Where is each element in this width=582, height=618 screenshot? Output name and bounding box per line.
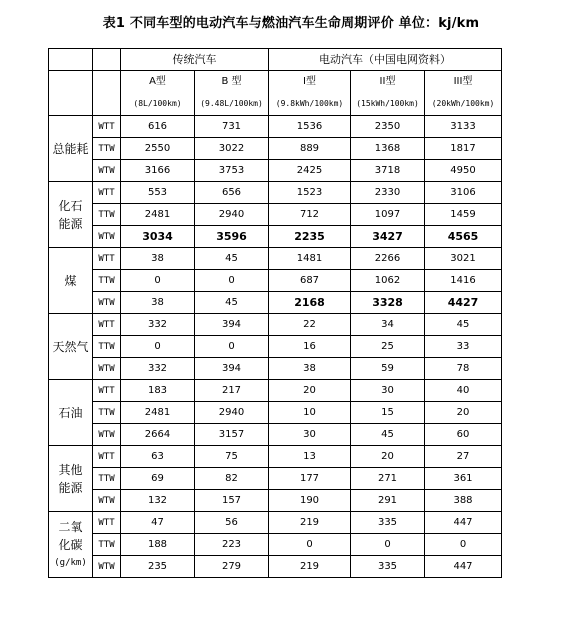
value-cell: 223	[195, 534, 269, 556]
value-cell: 2266	[351, 248, 425, 270]
value-cell: 2235	[269, 226, 351, 248]
value-cell: 279	[195, 556, 269, 578]
value-cell: 889	[269, 138, 351, 160]
value-cell: 335	[351, 512, 425, 534]
value-cell: 332	[121, 358, 195, 380]
stage-label: WTW	[93, 490, 121, 512]
stage-label: TTW	[93, 336, 121, 358]
table-row	[49, 402, 502, 424]
value-cell: 3166	[121, 160, 195, 182]
stage-label: TTW	[93, 534, 121, 556]
model-name: II型	[379, 76, 396, 87]
table-row	[49, 248, 502, 270]
value-cell: 2940	[195, 204, 269, 226]
group-electric: 电动汽车（中国电网资料）	[269, 49, 502, 71]
corner-cell	[93, 49, 121, 71]
table-row	[49, 160, 502, 182]
corner-cell	[93, 71, 121, 116]
value-cell: 60	[425, 424, 502, 446]
model-name: B 型	[221, 76, 242, 87]
table-row	[49, 534, 502, 556]
value-cell: 45	[195, 248, 269, 270]
value-cell: 38	[269, 358, 351, 380]
stage-label: WTW	[93, 424, 121, 446]
value-cell: 447	[425, 512, 502, 534]
category-label-line: 天然气	[52, 339, 89, 354]
value-cell: 82	[195, 468, 269, 490]
value-cell: 656	[195, 182, 269, 204]
table-row	[49, 226, 502, 248]
model-spec: (15kWh/100km)	[356, 99, 419, 108]
value-cell: 553	[121, 182, 195, 204]
value-cell: 47	[121, 512, 195, 534]
value-cell: 45	[351, 424, 425, 446]
value-cell: 75	[195, 446, 269, 468]
value-cell: 1368	[351, 138, 425, 160]
table-row	[49, 556, 502, 578]
value-cell: 3427	[351, 226, 425, 248]
value-cell: 4427	[425, 292, 502, 314]
corner-cell	[49, 49, 93, 71]
value-cell: 2664	[121, 424, 195, 446]
value-cell: 2425	[269, 160, 351, 182]
value-cell: 69	[121, 468, 195, 490]
value-cell: 335	[351, 556, 425, 578]
value-cell: 3021	[425, 248, 502, 270]
value-cell: 1817	[425, 138, 502, 160]
value-cell: 0	[269, 534, 351, 556]
value-cell: 63	[121, 446, 195, 468]
stage-label: TTW	[93, 468, 121, 490]
model-header	[269, 71, 351, 116]
category-label-line: 化碳	[58, 537, 83, 552]
model-spec: (9.8kWh/100km)	[275, 99, 344, 108]
value-cell: 219	[269, 512, 351, 534]
stage-label: TTW	[93, 204, 121, 226]
value-cell: 177	[269, 468, 351, 490]
value-cell: 56	[195, 512, 269, 534]
stage-label: WTT	[93, 182, 121, 204]
table-row	[49, 292, 502, 314]
value-cell: 0	[195, 270, 269, 292]
value-cell: 2168	[269, 292, 351, 314]
value-cell: 45	[195, 292, 269, 314]
model-spec: (8L/100km)	[133, 99, 182, 108]
value-cell: 132	[121, 490, 195, 512]
stage-label: WTT	[93, 248, 121, 270]
value-cell: 1416	[425, 270, 502, 292]
category-label	[49, 248, 93, 314]
model-header	[425, 71, 502, 116]
value-cell: 1459	[425, 204, 502, 226]
category-label	[49, 380, 93, 446]
value-cell: 59	[351, 358, 425, 380]
table-row	[49, 270, 502, 292]
stage-label: TTW	[93, 402, 121, 424]
page-title: 表1 不同车型的电动汽车与燃油汽车生命周期评价 单位：kj/km	[102, 16, 480, 31]
category-label	[49, 182, 93, 248]
stage-label: WTT	[93, 446, 121, 468]
value-cell: 3034	[121, 226, 195, 248]
table-row	[49, 490, 502, 512]
value-cell: 219	[269, 556, 351, 578]
stage-label: WTT	[93, 116, 121, 138]
value-cell: 10	[269, 402, 351, 424]
value-cell: 25	[351, 336, 425, 358]
value-cell: 3022	[195, 138, 269, 160]
stage-label: WTW	[93, 556, 121, 578]
value-cell: 1536	[269, 116, 351, 138]
corner-cell	[49, 71, 93, 116]
stage-label: TTW	[93, 138, 121, 160]
value-cell: 394	[195, 358, 269, 380]
value-cell: 13	[269, 446, 351, 468]
value-cell: 3596	[195, 226, 269, 248]
stage-label: WTT	[93, 314, 121, 336]
value-cell: 3106	[425, 182, 502, 204]
model-header	[121, 71, 195, 116]
value-cell: 4565	[425, 226, 502, 248]
lifecycle-table	[48, 48, 502, 578]
category-label	[49, 314, 93, 380]
value-cell: 27	[425, 446, 502, 468]
category-label-line: 总能耗	[52, 141, 89, 156]
value-cell: 22	[269, 314, 351, 336]
value-cell: 1481	[269, 248, 351, 270]
value-cell: 2940	[195, 402, 269, 424]
table-row	[49, 358, 502, 380]
table-row	[49, 424, 502, 446]
value-cell: 235	[121, 556, 195, 578]
table-row	[49, 138, 502, 160]
value-cell: 3157	[195, 424, 269, 446]
category-label-line: 二氧	[58, 519, 83, 534]
value-cell: 38	[121, 292, 195, 314]
value-cell: 78	[425, 358, 502, 380]
value-cell: 394	[195, 314, 269, 336]
model-name: I型	[303, 76, 316, 87]
value-cell: 2350	[351, 116, 425, 138]
value-cell: 45	[425, 314, 502, 336]
model-header	[195, 71, 269, 116]
table-row	[49, 314, 502, 336]
value-cell: 0	[425, 534, 502, 556]
category-label-line: 化石	[58, 198, 83, 213]
value-cell: 38	[121, 248, 195, 270]
value-cell: 33	[425, 336, 502, 358]
value-cell: 4950	[425, 160, 502, 182]
value-cell: 188	[121, 534, 195, 556]
value-cell: 1523	[269, 182, 351, 204]
value-cell: 34	[351, 314, 425, 336]
value-cell: 190	[269, 490, 351, 512]
value-cell: 20	[351, 446, 425, 468]
model-name: III型	[453, 76, 473, 87]
value-cell: 712	[269, 204, 351, 226]
value-cell: 30	[269, 424, 351, 446]
category-label	[49, 446, 93, 512]
value-cell: 731	[195, 116, 269, 138]
table-row	[49, 512, 502, 534]
table-row	[49, 380, 502, 402]
value-cell: 0	[351, 534, 425, 556]
group-traditional: 传统汽车	[121, 49, 269, 71]
value-cell: 2481	[121, 204, 195, 226]
model-header	[351, 71, 425, 116]
table-row	[49, 116, 502, 138]
value-cell: 16	[269, 336, 351, 358]
stage-label: WTW	[93, 292, 121, 314]
value-cell: 3718	[351, 160, 425, 182]
table-row	[49, 468, 502, 490]
model-spec: (9.48L/100km)	[200, 99, 263, 108]
model-spec: (20kWh/100km)	[431, 99, 495, 108]
value-cell: 157	[195, 490, 269, 512]
value-cell: 20	[269, 380, 351, 402]
model-name: A型	[149, 76, 166, 87]
value-cell: 2550	[121, 138, 195, 160]
value-cell: 2481	[121, 402, 195, 424]
header-row-group	[49, 49, 502, 71]
value-cell: 361	[425, 468, 502, 490]
value-cell: 388	[425, 490, 502, 512]
value-cell: 3328	[351, 292, 425, 314]
value-cell: 40	[425, 380, 502, 402]
value-cell: 1097	[351, 204, 425, 226]
category-label-line: 煤	[64, 273, 77, 288]
value-cell: 217	[195, 380, 269, 402]
value-cell: 0	[195, 336, 269, 358]
category-label-line: 能源	[58, 216, 83, 231]
value-cell: 271	[351, 468, 425, 490]
value-cell: 30	[351, 380, 425, 402]
table-body	[49, 49, 502, 578]
stage-label: WTW	[93, 226, 121, 248]
value-cell: 0	[121, 270, 195, 292]
value-cell: 3753	[195, 160, 269, 182]
header-row-models	[49, 71, 502, 116]
value-cell: 332	[121, 314, 195, 336]
value-cell: 2330	[351, 182, 425, 204]
value-cell: 15	[351, 402, 425, 424]
stage-label: WTT	[93, 380, 121, 402]
value-cell: 3133	[425, 116, 502, 138]
stage-label: TTW	[93, 270, 121, 292]
category-label-line: 其他	[58, 462, 83, 477]
value-cell: 20	[425, 402, 502, 424]
category-label-line: 能源	[58, 480, 83, 495]
category-label	[49, 512, 93, 578]
stage-label: WTT	[93, 512, 121, 534]
value-cell: 291	[351, 490, 425, 512]
value-cell: 1062	[351, 270, 425, 292]
stage-label: WTW	[93, 358, 121, 380]
category-label	[49, 116, 93, 182]
value-cell: 183	[121, 380, 195, 402]
category-label-line: (g/km)	[54, 557, 87, 568]
category-label-line: 石油	[58, 405, 83, 420]
value-cell: 616	[121, 116, 195, 138]
table-row	[49, 182, 502, 204]
table-row	[49, 446, 502, 468]
value-cell: 0	[121, 336, 195, 358]
table-row	[49, 336, 502, 358]
value-cell: 687	[269, 270, 351, 292]
value-cell: 447	[425, 556, 502, 578]
stage-label: WTW	[93, 160, 121, 182]
table-row	[49, 204, 502, 226]
